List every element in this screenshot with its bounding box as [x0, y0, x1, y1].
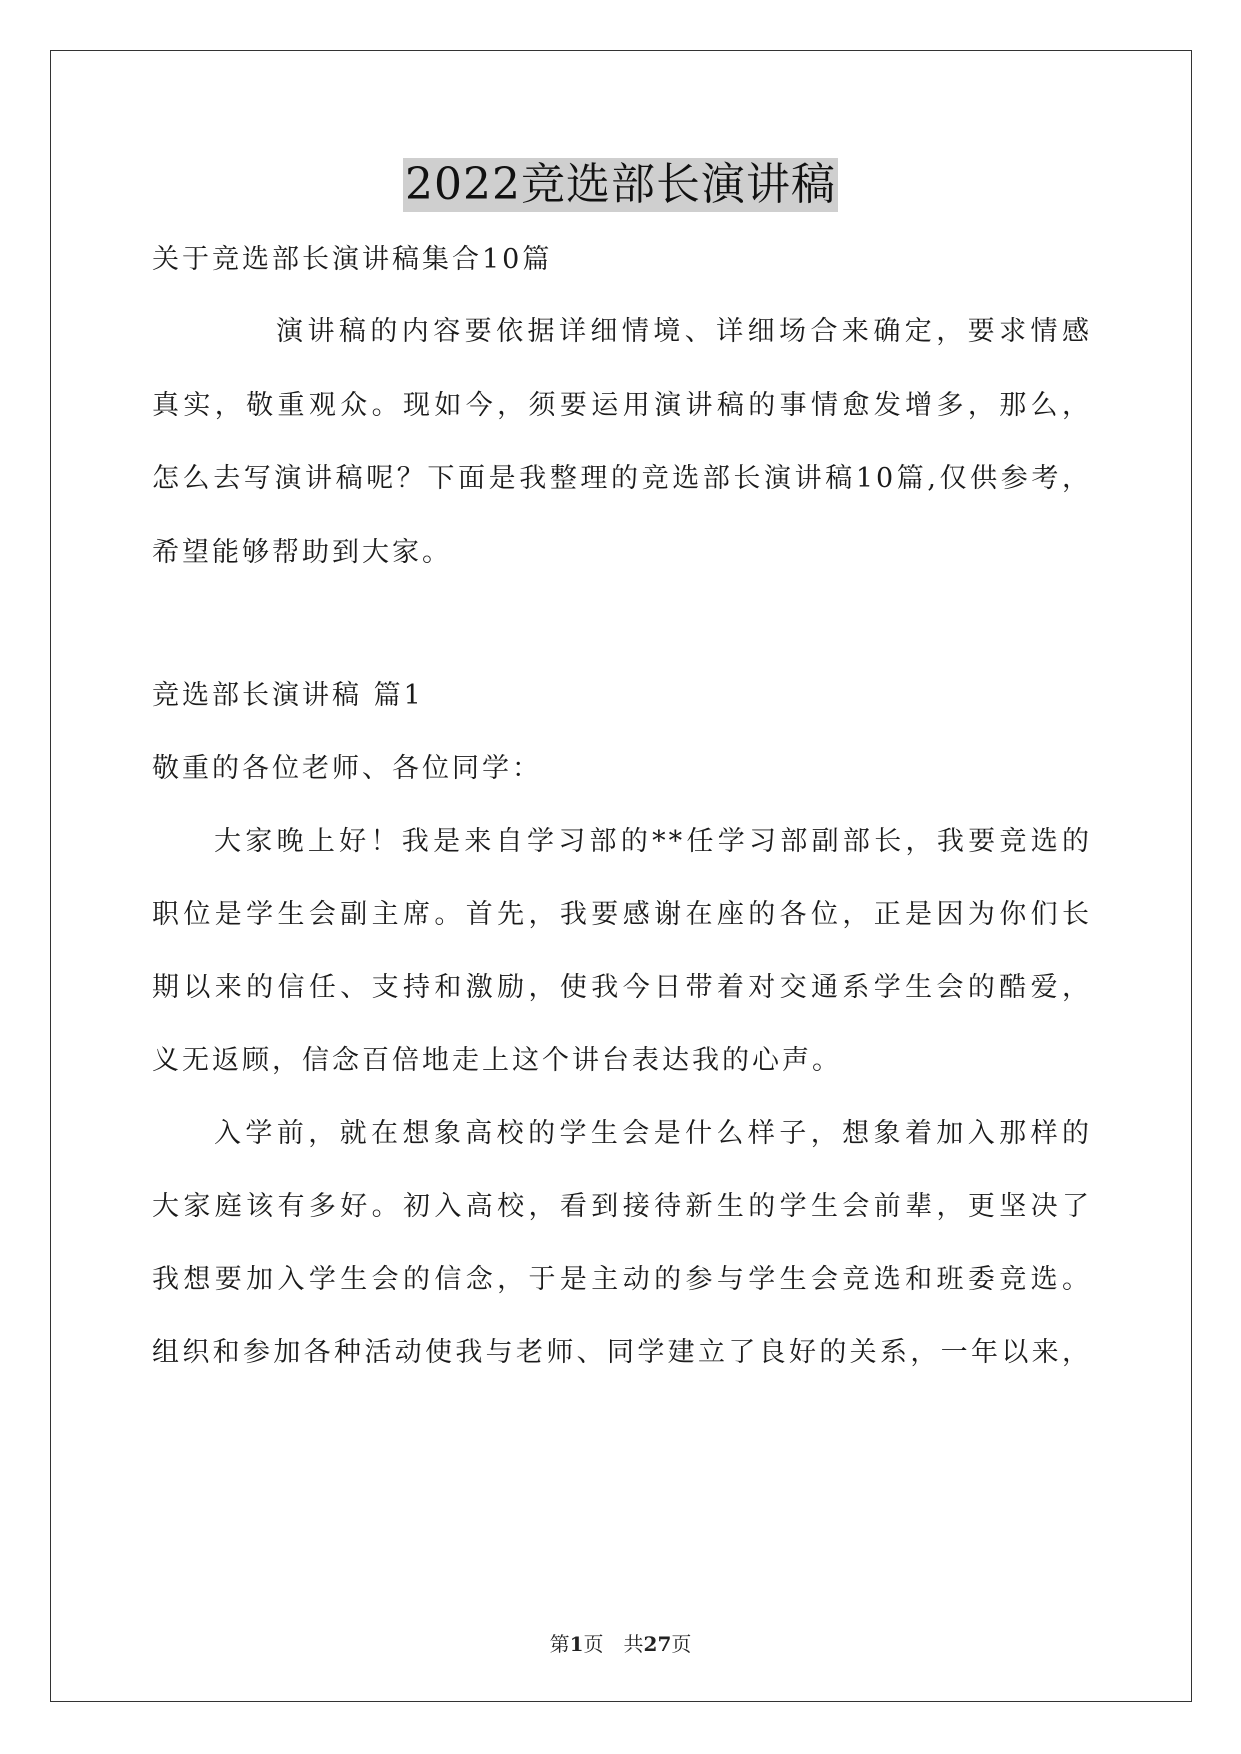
paragraph1-line-2: 职位是学生会副主席。首先，我要感谢在座的各位，正是因为你们长: [152, 899, 1092, 930]
section-heading: 竞选部长演讲稿 篇1: [152, 680, 424, 711]
footer-page-mid: 页 共: [583, 1632, 644, 1656]
paragraph1-line-4: 义无返顾，信念百倍地走上这个讲台表达我的心声。: [152, 1045, 842, 1076]
document-subtitle: 关于竞选部长演讲稿集合10篇: [152, 244, 553, 275]
salutation: 敬重的各位老师、各位同学：: [152, 753, 542, 784]
footer-page-current: 1: [569, 1632, 584, 1656]
title-container: [0, 158, 1241, 212]
page-border: [50, 50, 1192, 1702]
paragraph2-line-4: 组织和参加各种活动使我与老师、同学建立了良好的关系，一年以来，: [152, 1337, 1092, 1368]
footer-page-suffix: 页: [671, 1632, 692, 1656]
intro-line-4: 希望能够帮助到大家。: [152, 537, 452, 568]
intro-line-2: 真实，敬重观众。现如今，须要运用演讲稿的事情愈发增多，那么，: [152, 390, 1092, 421]
paragraph2-line-3: 我想要加入学生会的信念，于是主动的参与学生会竞选和班委竞选。: [152, 1264, 1092, 1295]
paragraph2-line-1: 入学前，就在想象高校的学生会是什么样子，想象着加入那样的: [214, 1118, 1092, 1149]
intro-line-3: 怎么去写演讲稿呢？下面是我整理的竞选部长演讲稿10篇,仅供参考，: [152, 463, 1092, 494]
paragraph2-line-2: 大家庭该有多好。初入高校，看到接待新生的学生会前辈，更坚决了: [152, 1191, 1092, 1222]
footer-page-total: 27: [643, 1632, 672, 1656]
intro-line-1: 演讲稿的内容要依据详细情境、详细场合来确定，要求情感: [276, 316, 1092, 347]
document-title: 2022竞选部长演讲稿: [405, 159, 836, 210]
paragraph1-line-3: 期以来的信任、支持和激励，使我今日带着对交通系学生会的酷爱，: [152, 972, 1092, 1003]
page-footer: [0, 1631, 1241, 1657]
paragraph1-line-1: 大家晚上好！我是来自学习部的**任学习部副部长，我要竞选的: [214, 826, 1092, 857]
footer-page-prefix: 第: [549, 1632, 570, 1656]
